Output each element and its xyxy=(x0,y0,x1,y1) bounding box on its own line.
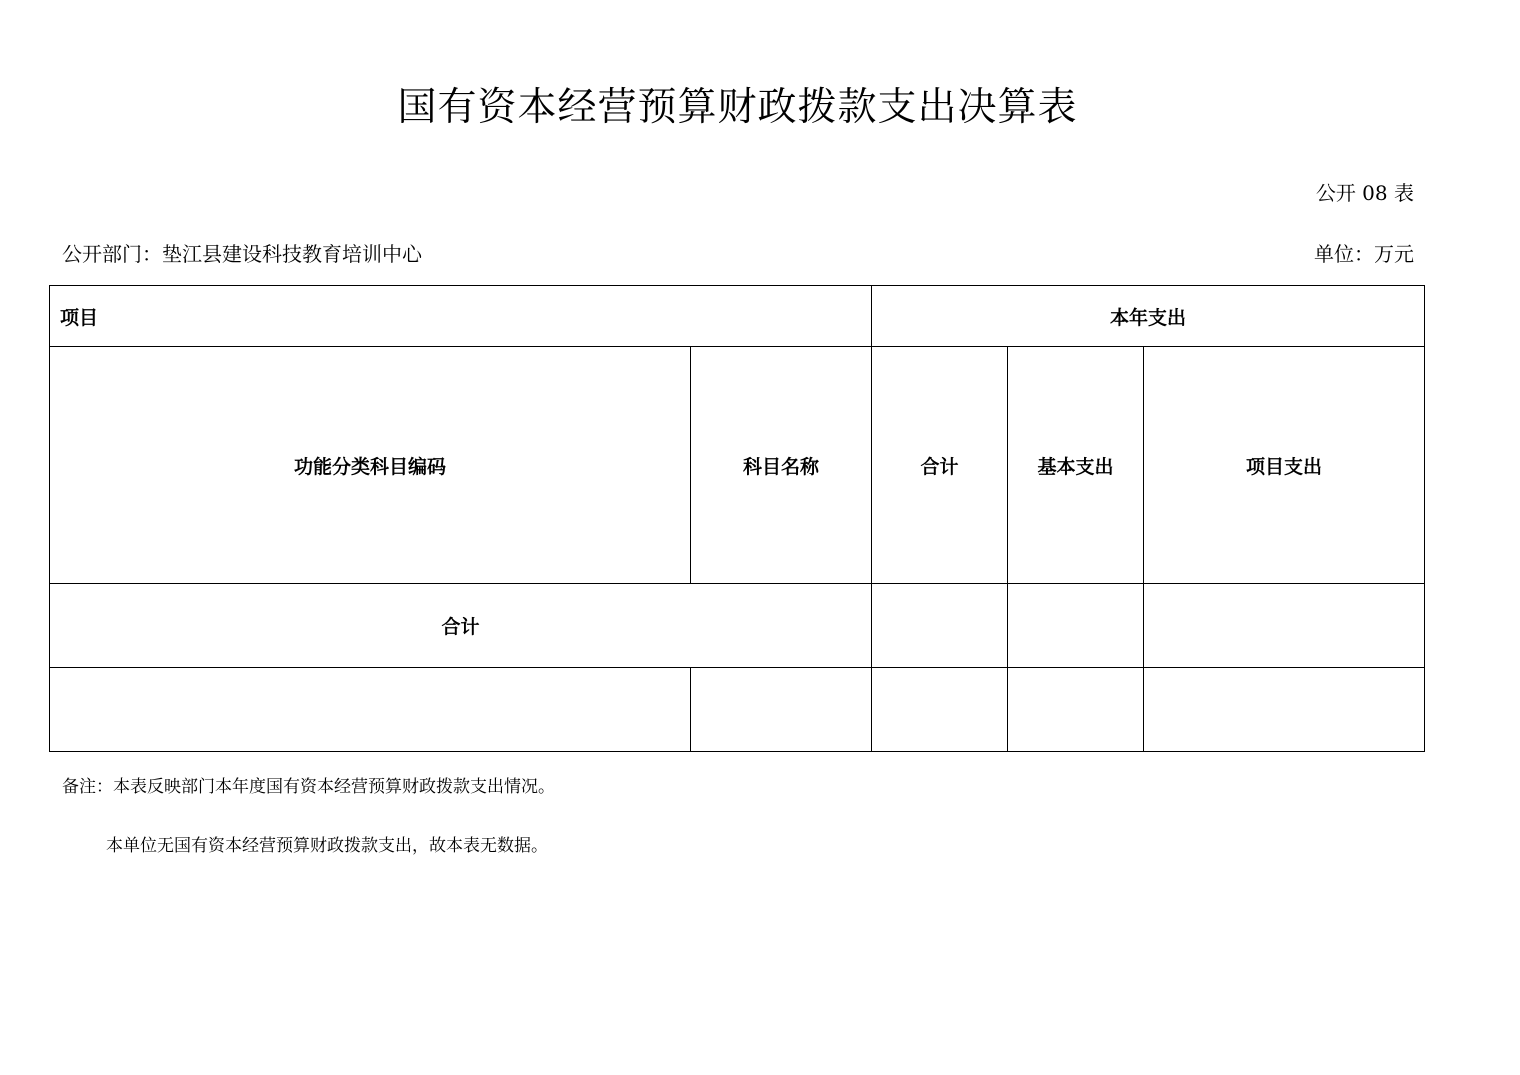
header-project-cell: 项目 xyxy=(50,286,872,347)
col-basic-expense-header: 基本支出 xyxy=(1008,347,1144,584)
data-basic-expense-cell xyxy=(1008,668,1144,752)
table-header-row xyxy=(50,286,1425,347)
data-project-expense-cell xyxy=(1144,668,1425,752)
data-subject-name-cell xyxy=(691,668,872,752)
table-total-row xyxy=(50,584,1425,668)
document-title: 国有资本经营预算财政拨款支出决算表 xyxy=(397,85,1078,130)
no-data-note: 本单位无国有资本经营预算财政拨款支出，故本表无数据。 xyxy=(106,836,548,856)
data-total-cell xyxy=(872,668,1008,752)
col-total-header: 合计 xyxy=(872,347,1008,584)
form-number: 公开 08 表 xyxy=(1315,181,1414,205)
department-line: 公开部门：垫江县建设科技教育培训中心 xyxy=(62,242,422,266)
budget-table xyxy=(49,285,1425,752)
col-function-code-header: 功能分类科目编码 xyxy=(50,347,691,584)
table-row xyxy=(50,668,1425,752)
table-subheader-row xyxy=(50,347,1425,584)
total-row-total-cell xyxy=(872,584,1008,668)
total-row-project-expense-cell xyxy=(1144,584,1425,668)
header-current-year-cell: 本年支出 xyxy=(872,286,1425,347)
col-project-expense-header: 项目支出 xyxy=(1144,347,1425,584)
col-subject-name-header: 科目名称 xyxy=(691,347,872,584)
total-row-basic-expense-cell xyxy=(1008,584,1144,668)
data-function-code-cell xyxy=(50,668,691,752)
unit-line: 单位：万元 xyxy=(1314,242,1414,266)
total-row-label: 合计 xyxy=(50,584,872,668)
remark-note: 备注：本表反映部门本年度国有资本经营预算财政拨款支出情况。 xyxy=(62,777,555,797)
